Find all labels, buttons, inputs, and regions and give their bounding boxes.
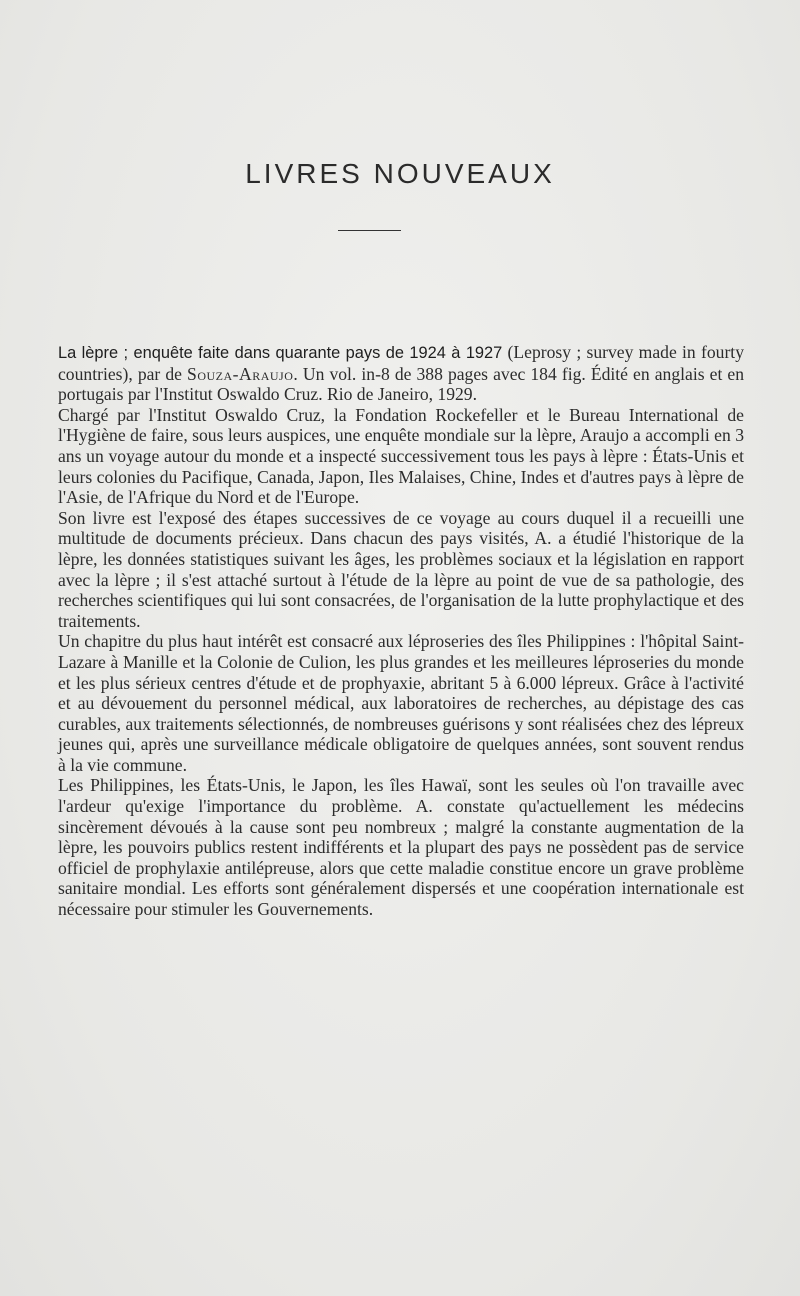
book-title: La lèpre ; enquête faite dans quarante pays de 1924 à 1927 [58, 344, 503, 362]
review-paragraph: Les Philippines, les États-Unis, le Japon, les îles Hawaï, sont les seules où l'on travaille avec l'ardeur qu'exige l'importance du problème. A. constate qu'actuellement les médecins sincèrement dévoués à la cause sont peu nombreux ; malgré la constante augmentation de la lèpre, les pouvoirs publics restent indifférents et la plupart des pays ne possèdent pas de service officiel de prophylaxie antilépreuse, alors que cette maladie constitue encore un grave problème sanitaire mondial. Les efforts sont généralement dispersés et une coopération internationale est nécessaire pour stimuler les Gouvernements. [58, 775, 744, 920]
review-paragraph: Un chapitre du plus haut intérêt est consacré aux léproseries des îles Philippines : l'hôpital Saint-Lazare à Manille et la Colonie de Culion, les plus grandes et les meilleures léproseries du monde et les plus sérieux centres d'étude et de prophyaxie, abritant 5 à 6.000 lépreux. Grâce à l'activité et au dévouement du personnel médical, aux laboratoires de recherches, au dépistage des cas curables, aux traitements sélectionnés, de nombreuses guérisons y sont réalisées chez des lépreux jeunes qui, après une surveillance médicale obligatoire de quelques années, sont souvent rendus à la vie commune. [58, 631, 744, 775]
book-review [58, 342, 744, 920]
review-header [58, 342, 744, 405]
header-text-b: . Un vol. in-8 de 388 pages avec 184 fig. Édité en anglais et en portugais par l'Institut Oswaldo Cruz. Rio de Janeiro, 1929. [58, 363, 745, 405]
title-divider [338, 230, 401, 231]
author-name: Souza-Araujo [187, 363, 294, 384]
header-text-a: (Leprosy ; survey made in fourty countries), par de [58, 342, 744, 384]
review-paragraph: Son livre est l'exposé des étapes successives de ce voyage au cours duquel il a recueilli une multitude de documents précieux. Dans chacun des pays visités, A. a étudié l'historique de la lèpre, les données statistiques suivant les âges, les problèmes sociaux et la législation en rapport avec la lèpre ; il s'est attaché surtout à l'étude de la lèpre au point de vue de sa pathologie, des recherches scientifiques qui lui sont consacrées, de l'organisation de la lutte prophylactique et des traitements. [58, 507, 744, 631]
review-paragraph: Chargé par l'Institut Oswaldo Cruz, la Fondation Rockefeller et le Bureau International de l'Hygiène de faire, sous leurs auspices, une enquête mondiale sur la lèpre, Araujo a accompli en 3 ans un voyage autour du monde et a inspecté successivement tous les pays à lèpre : États-Unis et leurs colonies du Pacifique, Canada, Japon, Iles Malaises, Chine, Indes et d'autres pays à lèpre de l'Asie, de l'Afrique du Nord et de l'Europe. [58, 404, 744, 508]
page-title: LIVRES NOUVEAUX [245, 158, 555, 189]
